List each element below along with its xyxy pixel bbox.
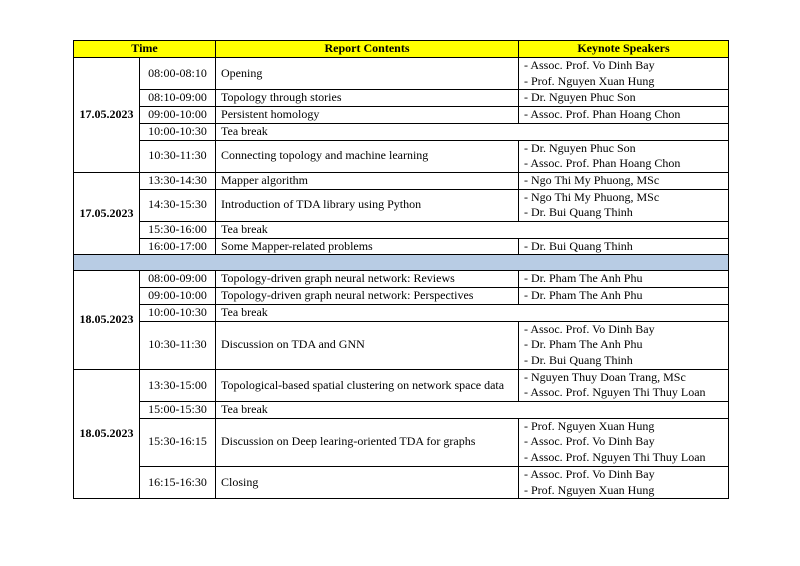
day-separator-row [74,255,729,271]
table-row [74,271,729,288]
session-date: 18.05.2023 [74,369,140,499]
speaker-name: - Assoc. Prof. Vo Dinh Bay [524,321,655,336]
table-row [74,288,729,305]
report-content-cell: Connecting topology and machine learning [216,140,519,172]
time-cell: 10:00-10:30 [140,123,216,140]
time-cell: 13:30-15:00 [140,369,216,401]
table-row [74,90,729,107]
speakers-cell [519,271,729,288]
speaker-name: - Assoc. Prof. Vo Dinh Bay [524,466,655,481]
report-content-cell: Introduction of TDA library using Python [216,189,519,221]
speakers-cell [519,107,729,124]
report-content-cell: Topology-driven graph neural network: Reviews [216,271,519,288]
schedule-body [74,58,729,499]
table-row [74,418,729,466]
table-row [74,107,729,124]
header-report-contents: Report Contents [216,41,519,58]
time-cell: 10:30-11:30 [140,140,216,172]
report-content-cell: Opening [216,58,519,90]
table-row [74,58,729,90]
table-row [74,189,729,221]
table-row [74,238,729,255]
time-cell: 15:00-15:30 [140,402,216,419]
report-content-cell: Some Mapper-related problems [216,238,519,255]
report-content-cell: Discussion on Deep learing-oriented TDA for graphs [216,418,519,466]
time-cell: 08:00-09:00 [140,271,216,288]
speakers-cell [519,418,729,466]
speaker-name: - Assoc. Prof. Nguyen Thi Thuy Loan [524,450,706,465]
time-cell: 16:00-17:00 [140,238,216,255]
speakers-cell [519,140,729,172]
report-content-cell: Discussion on TDA and GNN [216,321,519,369]
session-date: 17.05.2023 [74,172,140,255]
speaker-name: - Assoc. Prof. Phan Hoang Chon [524,107,681,122]
speakers-cell [519,238,729,255]
day-separator [74,255,729,271]
report-content-cell: Topology-driven graph neural network: Perspectives [216,288,519,305]
speakers-cell [519,321,729,369]
report-content-cell: Closing [216,466,519,498]
speakers-cell [519,369,729,401]
speakers-cell [519,172,729,189]
report-content-cell: Persistent homology [216,107,519,124]
speaker-name: - Nguyen Thuy Doan Trang, MSc [524,369,686,384]
time-cell: 13:30-14:30 [140,172,216,189]
speaker-name: - Dr. Pham The Anh Phu [524,288,643,303]
report-content-cell: Tea break [216,123,729,140]
time-cell: 15:30-16:15 [140,418,216,466]
report-content-cell: Topology through stories [216,90,519,107]
report-content-cell: Tea break [216,402,729,419]
speakers-cell [519,466,729,498]
time-cell: 14:30-15:30 [140,189,216,221]
report-content-cell: Mapper algorithm [216,172,519,189]
time-cell: 10:00-10:30 [140,304,216,321]
speakers-cell [519,58,729,90]
speaker-name: - Prof. Nguyen Xuan Hung [524,418,655,433]
speaker-name: - Dr. Pham The Anh Phu [524,271,643,286]
time-cell: 09:00-10:00 [140,107,216,124]
schedule-table [73,40,729,499]
header-time: Time [74,41,216,58]
speaker-name: - Assoc. Prof. Vo Dinh Bay [524,434,655,449]
speaker-name: - Dr. Bui Quang Thinh [524,205,633,220]
header-row [74,41,729,58]
time-cell: 09:00-10:00 [140,288,216,305]
table-row [74,140,729,172]
table-row [74,402,729,419]
speaker-name: - Assoc. Prof. Vo Dinh Bay [524,58,655,72]
report-content-cell: Tea break [216,304,729,321]
table-row [74,123,729,140]
speaker-name: - Dr. Bui Quang Thinh [524,238,633,253]
time-cell: 15:30-16:00 [140,222,216,239]
speakers-cell [519,288,729,305]
time-cell: 08:10-09:00 [140,90,216,107]
speakers-cell [519,90,729,107]
table-row [74,304,729,321]
speaker-name: - Prof. Nguyen Xuan Hung [524,482,655,497]
speaker-name: - Prof. Nguyen Xuan Hung [524,73,655,88]
report-content-cell: Tea break [216,222,729,239]
speaker-name: - Dr. Nguyen Phuc Son [524,140,636,155]
time-cell: 08:00-08:10 [140,58,216,90]
table-row [74,172,729,189]
speakers-cell [519,189,729,221]
speaker-name: - Dr. Nguyen Phuc Son [524,90,636,105]
table-row [74,369,729,401]
header-keynote-speakers: Keynote Speakers [519,41,729,58]
speaker-name: - Assoc. Prof. Nguyen Thi Thuy Loan [524,385,706,400]
report-content-cell: Topological-based spatial clustering on network space data [216,369,519,401]
session-date: 17.05.2023 [74,58,140,173]
speaker-name: - Ngo Thi My Phuong, MSc [524,189,660,204]
speaker-name: - Assoc. Prof. Phan Hoang Chon [524,156,681,171]
speaker-name: - Dr. Bui Quang Thinh [524,352,633,367]
table-row [74,321,729,369]
session-date: 18.05.2023 [74,271,140,369]
time-cell: 16:15-16:30 [140,466,216,498]
table-row [74,222,729,239]
time-cell: 10:30-11:30 [140,321,216,369]
speaker-name: - Dr. Pham The Anh Phu [524,337,643,352]
speaker-name: - Ngo Thi My Phuong, MSc [524,172,660,187]
table-row [74,466,729,498]
